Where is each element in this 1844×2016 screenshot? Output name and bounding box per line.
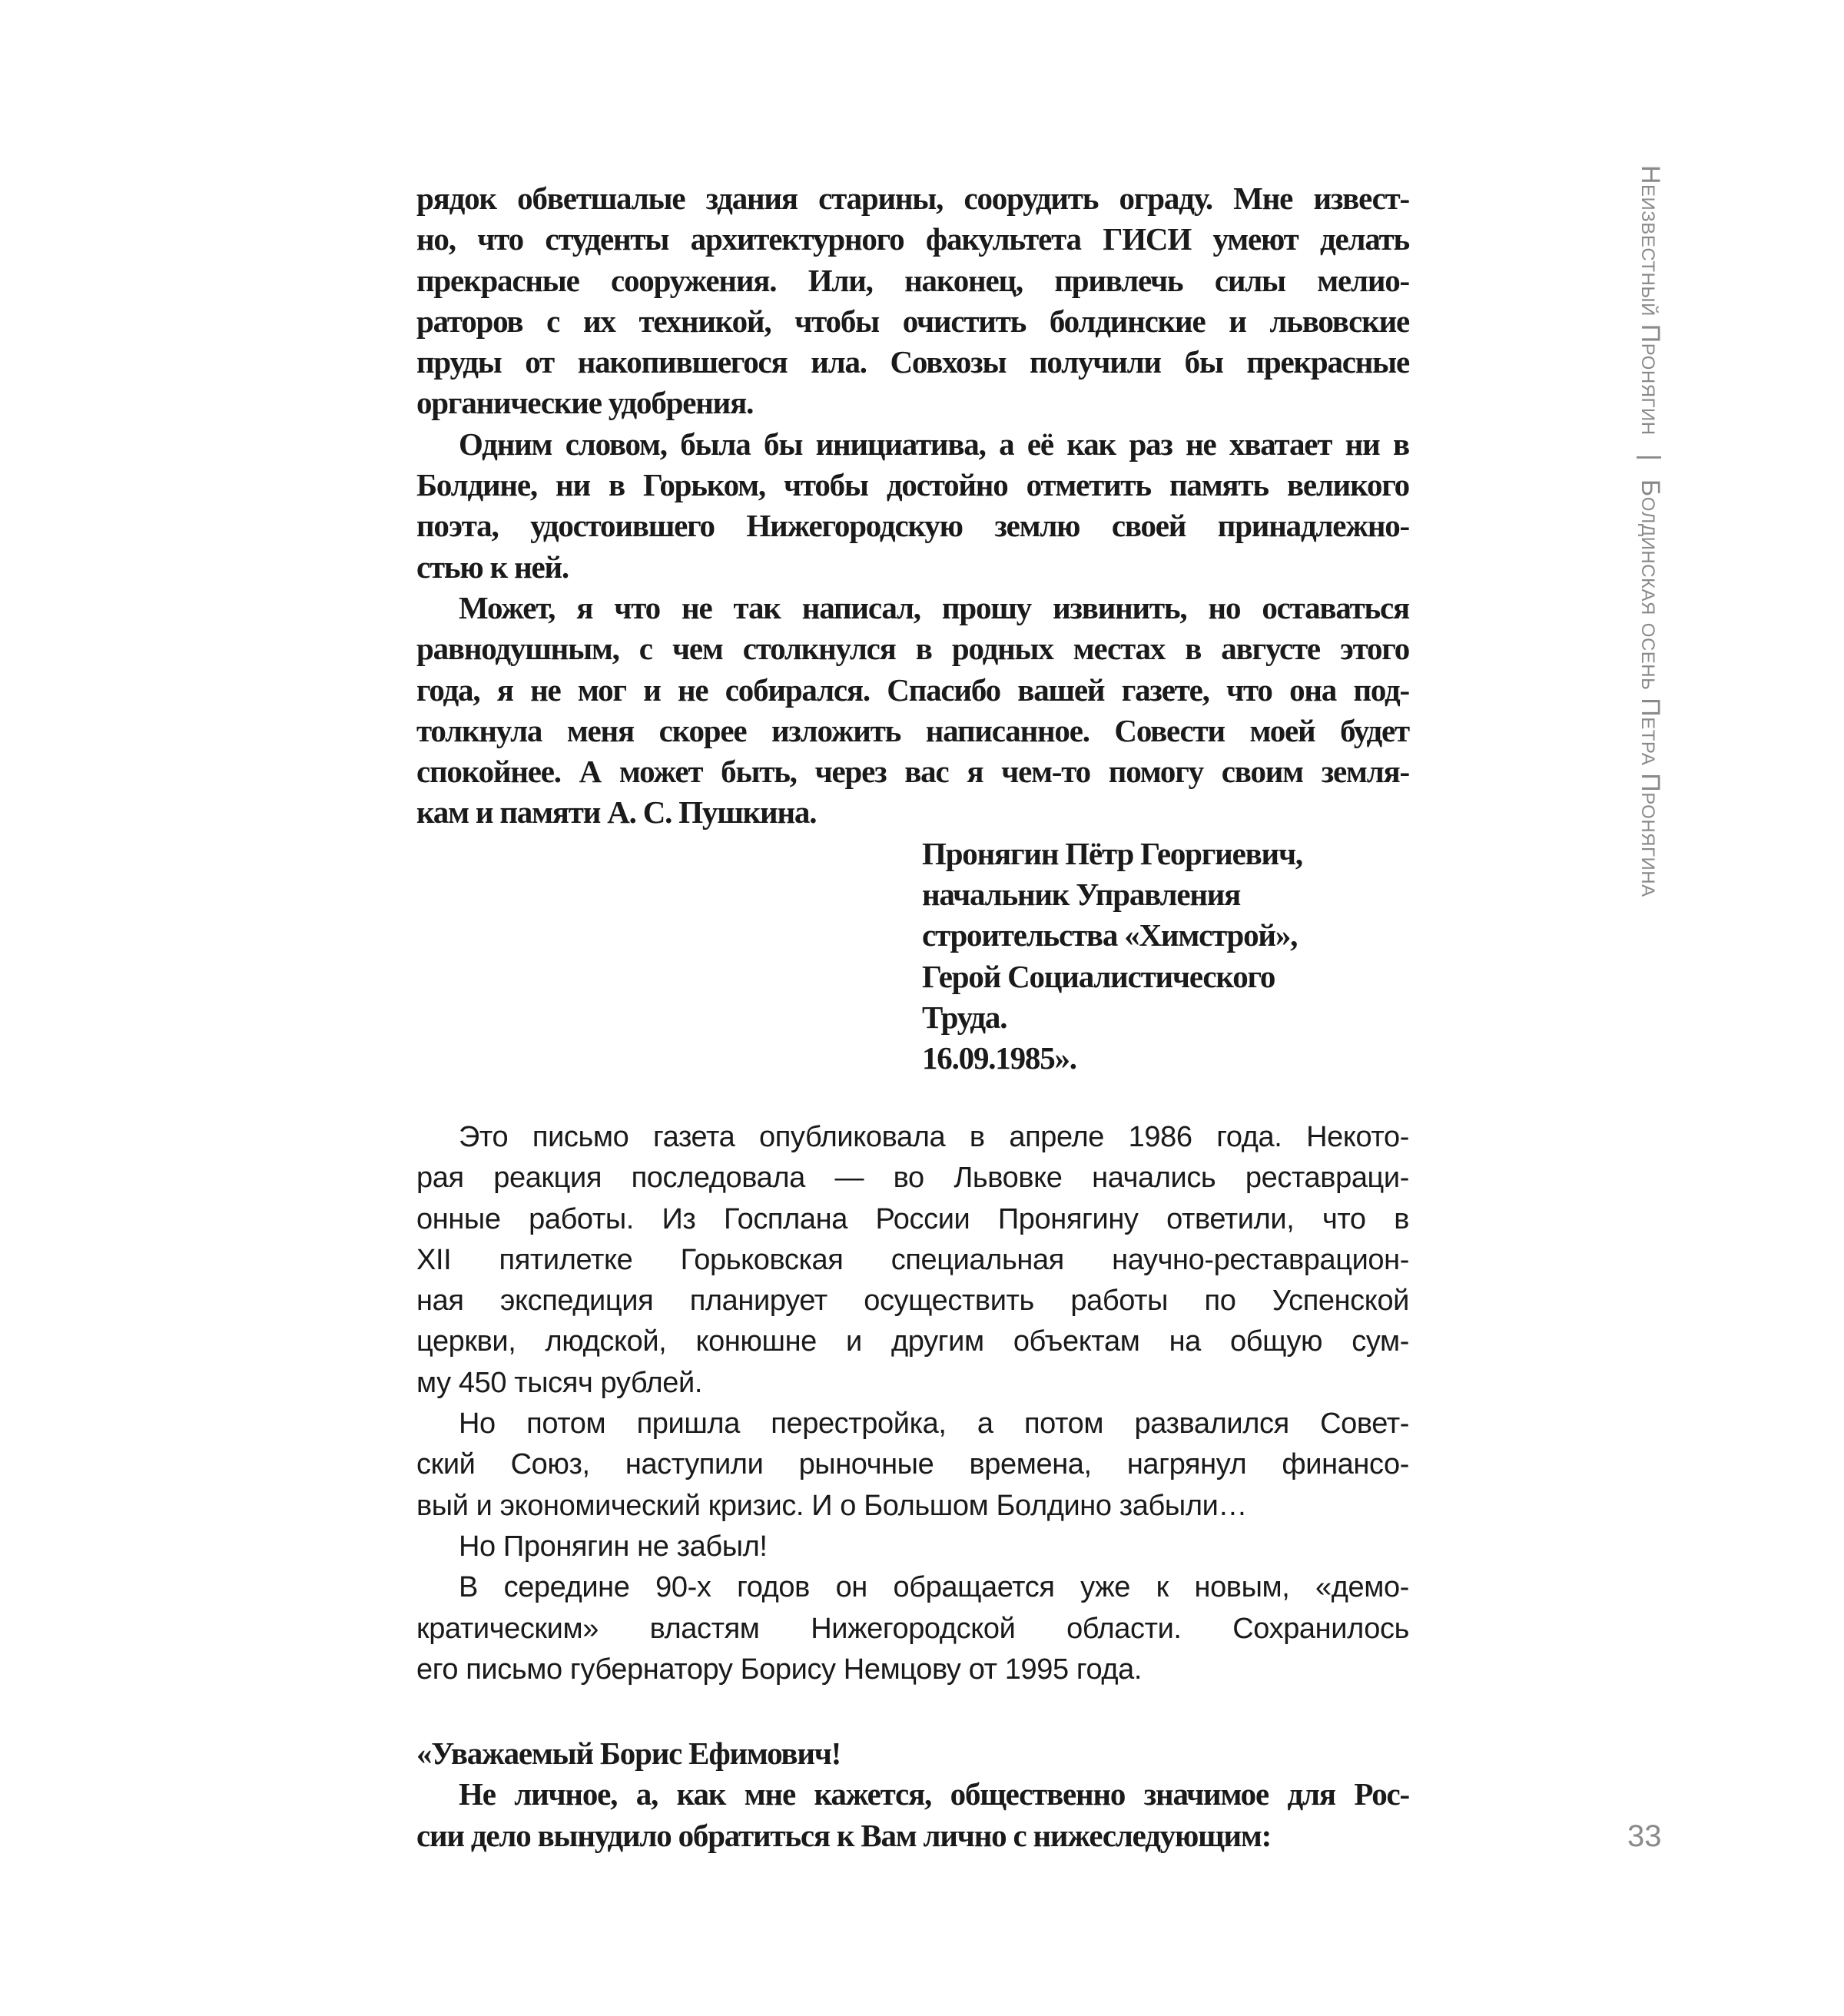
text-line: сии дело вынудило обратиться к Вам лично с нижеследующим: [416, 1817, 1272, 1853]
text-line: Болдине, ни в Горьком, чтобы достойно отметить память великого [416, 467, 1409, 503]
text-line: Труда. [922, 999, 1007, 1035]
text-line: раторов с их техникой, чтобы очистить болдинские и львовские [416, 303, 1409, 339]
text-line: церкви, людской, конюшне и другим объектам на общую сум- [416, 1325, 1409, 1358]
letter-salutation: «Уважаемый Борис Ефимович! [416, 1736, 841, 1771]
text-line: 16.09.1985». [922, 1040, 1076, 1076]
text-line: XII пятилетке Горьковская специальная научно-реставрацион- [416, 1243, 1409, 1276]
text-line: начальник Управления [922, 877, 1241, 913]
text-line: Пронягин Пётр Георгиевич, [922, 835, 1302, 871]
text-line: Но потом пришла перестройка, а потом развалился Совет- [459, 1408, 1409, 1441]
text-line: строительства «Химстрой», [922, 917, 1298, 953]
running-header-chapter-title: Болдинская осень Петра Пронягина [1636, 479, 1665, 897]
text-line: ная экспедиция планирует осуществить работы по Успенской [416, 1285, 1409, 1318]
text-line: рая реакция последовала — во Львовке начались реставраци- [416, 1162, 1409, 1195]
narrative-text [416, 1117, 1409, 1690]
text-line: спокойнее. А может быть, через вас я чем-то помогу своим земля- [416, 754, 1409, 790]
text-line: Может, я что не так написал, прошу извинить, но оставаться [459, 589, 1409, 625]
text-line: му 450 тысяч рублей. [416, 1366, 703, 1399]
text-line: кратическим» властям Нижегородской области. Сохранилось [416, 1612, 1409, 1645]
text-line: стью к ней. [416, 549, 569, 585]
text-line: толкнула меня скорее изложить написанное. Совести моей будет [416, 712, 1409, 748]
text-line: В середине 90-х годов он обращается уже к новым, «демо- [459, 1571, 1409, 1604]
paragraph [416, 1117, 1409, 1404]
text-line: Но Пронягин не забыл! [459, 1530, 768, 1563]
letter-1 [416, 178, 1409, 1079]
text-line: равнодушным, с чем столкнулся в родных местах в августе этого [416, 631, 1409, 667]
text-line: но, что студенты архитектурного факультета ГИСИ умеют делать [416, 221, 1409, 257]
paragraph [416, 588, 1409, 834]
page-number: 33 [1627, 1819, 1662, 1853]
text-line: онные работы. Из Госплана России Пронягину ответили, что в [416, 1202, 1409, 1235]
text-line: Не личное, а, как мне кажется, общественно значимое для Рос- [459, 1776, 1409, 1812]
letter-2 [416, 1733, 1409, 1856]
text-line: Одним словом, была бы инициатива, а её как раз не хватает ни в [459, 426, 1409, 462]
running-header-book-title: Неизвестный Пронягин [1636, 165, 1665, 436]
text-line: Герой Социалистического [922, 958, 1275, 994]
paragraph [416, 424, 1409, 588]
running-header [1635, 165, 1665, 897]
text-line: поэта, удостоившего Нижегородскую землю своей принадлежно- [416, 508, 1409, 544]
letter-signature [416, 834, 1409, 1079]
running-header-separator: | [1636, 453, 1665, 461]
text-line: вый и экономический кризис. И о Большом Болдино забыли… [416, 1489, 1248, 1522]
paragraph [416, 1404, 1409, 1527]
paragraph [416, 1567, 1409, 1690]
text-line: ский Союз, наступили рыночные времена, нагрянул финансо- [416, 1448, 1409, 1481]
paragraph [416, 1527, 1409, 1567]
text-line: года, я не мог и не собирался. Спасибо вашей газете, что она под- [416, 671, 1409, 708]
text-line: его письмо губернатору Борису Немцову от 1995 года. [416, 1653, 1143, 1686]
text-line: пруды от накопившегося ила. Совхозы получили бы прекрасные [416, 344, 1409, 380]
text-line: прекрасные сооружения. Или, наконец, привлечь силы мелио- [416, 262, 1409, 298]
text-line: Это письмо газета опубликовала в апреле 1986 года. Некото- [459, 1121, 1409, 1153]
text-line: органические удобрения. [416, 385, 754, 421]
text-line: кам и памяти А. С. Пушкина. [416, 794, 817, 831]
paragraph [416, 178, 1409, 424]
text-line: рядок обветшалые здания старины, соорудить ограду. Мне извест- [416, 181, 1409, 216]
